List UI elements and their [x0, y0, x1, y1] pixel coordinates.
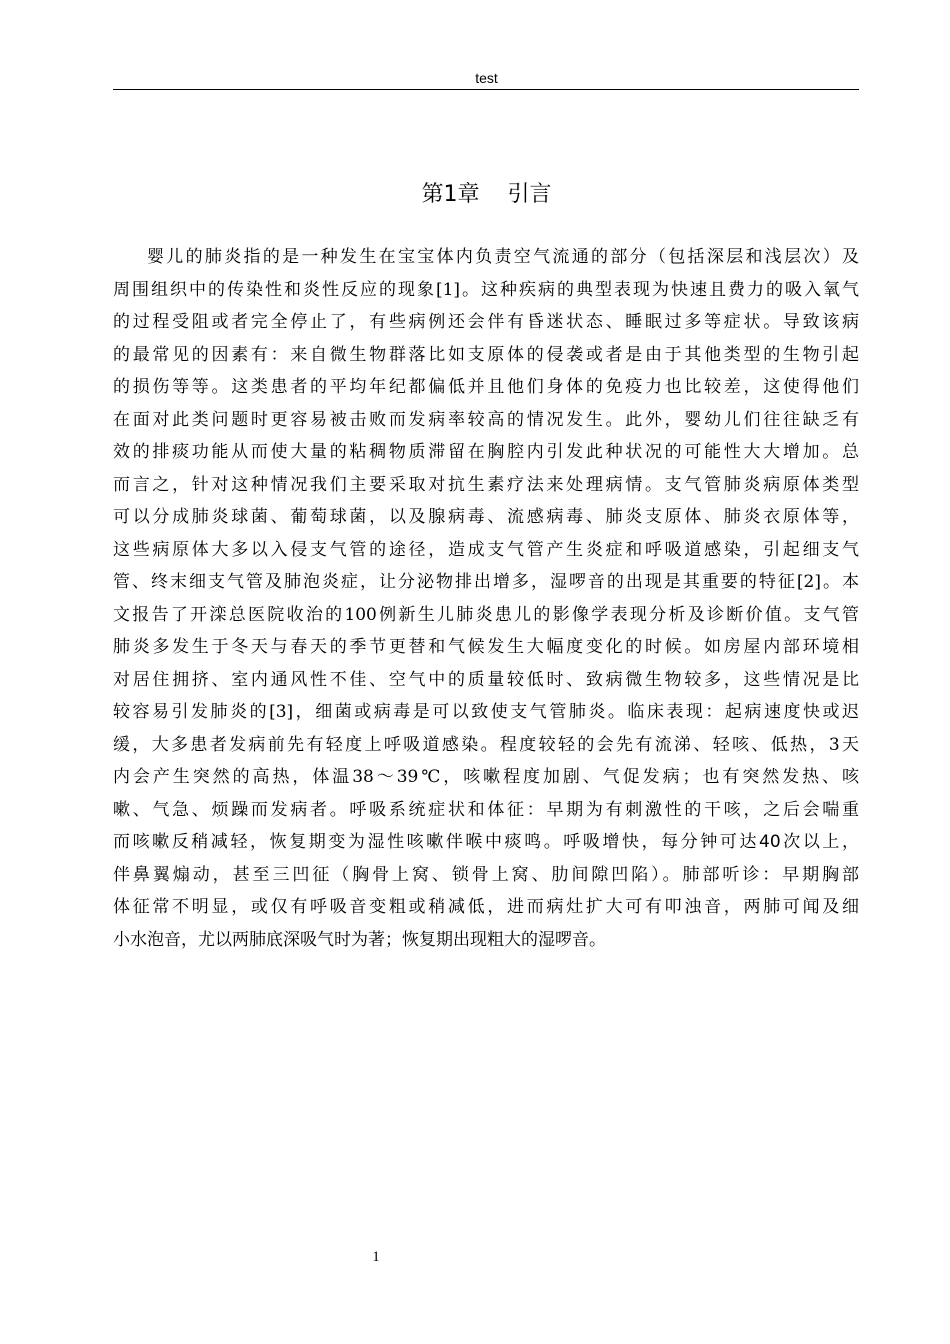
text-line: 效的排痰功能从而使大量的粘稠物质滞留在胸腔内引发此种状况的可能性大大增加。总: [113, 442, 859, 462]
text-line: 较容易引发肺炎的[3]，细菌或病毒是可以致使支气管肺炎。临床表现：起病速度快或迟: [113, 702, 859, 722]
text-line: 的最常见的因素有：来自微生物群落比如支原体的侵袭或者是由于其他类型的生物引起: [113, 344, 859, 365]
text-line: 周围组织中的传染性和炎性反应的现象[1]。这种疾病的典型表现为快速且费力的吸入氧气: [113, 279, 859, 300]
header-rule: [113, 89, 859, 90]
text-line: 的损伤等等。这类患者的平均年纪都偏低并且他们身体的免疫力也比较差，这使得他们: [113, 377, 859, 397]
text-line: 婴儿的肺炎指的是一种发生在宝宝体内负责空气流通的部分（包括深层和浅层次）及: [147, 247, 859, 267]
text-line: 嗽、气急、烦躁而发病者。呼吸系统症状和体征：早期为有刺激性的干咳，之后会喘重: [113, 799, 859, 820]
text-line: 文报告了开滦总医院收治的100例新生儿肺炎患儿的影像学表现分析及诊断价值。支气管: [113, 604, 859, 625]
text-line: 肺炎多发生于冬天与春天的季节更替和气候发生大幅度变化的时候。如房屋内部环境相: [113, 637, 859, 657]
text-line: 而言之，针对这种情况我们主要采取对抗生素疗法来处理病情。支气管肺炎病原体类型: [113, 474, 859, 495]
text-line: 这些病原体大多以入侵支气管的途径，造成支气管产生炎症和呼吸道感染，引起细支气: [113, 539, 859, 560]
text-line: 管、终末细支气管及肺泡炎症，让分泌物排出增多，湿啰音的出现是其重要的特征[2]。本: [113, 572, 859, 592]
text-line: 在面对此类问题时更容易被击败而发病率较高的情况发生。此外，婴幼儿们往往缺乏有: [113, 409, 859, 430]
running-header: test: [475, 70, 498, 86]
text-line: 伴鼻翼煽动，甚至三凹征（胸骨上窝、锁骨上窝、肋间隙凹陷）。肺部听诊：早期胸部: [113, 864, 859, 885]
text-line: 对居住拥挤、室内通风性不佳、空气中的质量较低时、致病微生物较多，这些情况是比: [113, 669, 859, 690]
body-paragraph: [113, 241, 859, 956]
text-line: 的过程受阻或者完全停止了，有些病例还会伴有昏迷状态、睡眠过多等症状。导致该病: [113, 312, 859, 332]
chapter-title: 第1章 引言: [421, 182, 552, 207]
text-line: 小水泡音，尤以两肺底深吸气时为著；恢复期出现粗大的湿啰音。: [113, 929, 606, 950]
text-line: 可以分成肺炎球菌、葡萄球菌，以及腺病毒、流感病毒、肺炎支原体、肺炎衣原体等，: [113, 507, 859, 527]
text-line: 体征常不明显，或仅有呼吸音变粗或稍减低，进而病灶扩大可有叩浊音，两肺可闻及细: [113, 897, 859, 917]
text-line: 缓，大多患者发病前先有轻度上呼吸道感染。程度较轻的会先有流涕、轻咳、低热，3天: [113, 734, 859, 755]
text-line: 内会产生突然的高热，体温38～39℃，咳嗽程度加剧、气促发病；也有突然发热、咳: [113, 767, 859, 787]
text-line: 而咳嗽反稍减轻，恢复期变为湿性咳嗽伴喉中痰鸣。呼吸增快，每分钟可达40次以上，: [113, 832, 859, 852]
page-number: 1: [372, 1249, 380, 1265]
